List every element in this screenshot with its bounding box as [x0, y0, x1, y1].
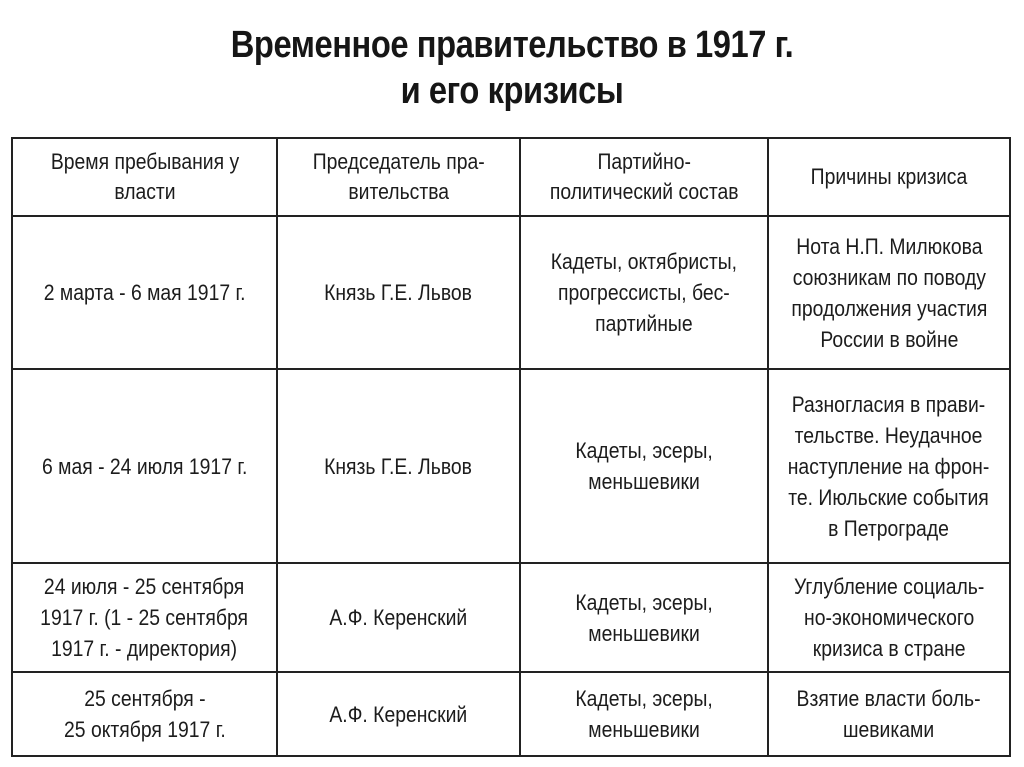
cell-line: продолжения участия	[791, 295, 987, 321]
table-row	[12, 216, 1010, 369]
cell-text	[550, 147, 739, 207]
header-row	[12, 138, 1010, 216]
cell-line: наступление на фрон-	[788, 453, 990, 479]
cell-text	[41, 571, 249, 664]
chairman-cell	[277, 216, 520, 369]
cell-line: Углубление социаль-	[793, 574, 985, 599]
table-row	[12, 672, 1010, 756]
cell-text	[50, 147, 238, 207]
cell-line: 1917 г. (1 - 25 сентября	[40, 605, 249, 630]
cell-line: 25 октября 1917 г.	[63, 717, 226, 742]
cell-line: Взятие власти боль-	[796, 686, 982, 711]
parties-cell	[520, 563, 768, 672]
cell-text	[811, 162, 968, 192]
period-cell	[12, 369, 277, 563]
cell-line: Председатель пра-	[312, 149, 485, 174]
cell-text	[794, 571, 984, 664]
chairman-cell	[277, 672, 520, 756]
cell-text	[575, 435, 712, 497]
period-cell	[12, 672, 277, 756]
cell-text	[791, 231, 987, 355]
cell-line: меньшевики	[588, 469, 700, 494]
header-cell	[12, 138, 277, 216]
cell-line: прогрессисты, бес-	[558, 280, 730, 305]
government-table	[11, 137, 1011, 757]
cell-line: меньшевики	[588, 717, 700, 742]
cell-line: шевиками	[843, 717, 935, 742]
cell-line: Князь Г.Е. Львов	[324, 280, 473, 305]
cell-text	[575, 587, 712, 649]
cell-text	[330, 602, 468, 633]
cell-line: Нота Н.П. Милюкова	[795, 233, 983, 259]
cell-line: Кадеты, эсеры,	[575, 438, 713, 463]
cell-text	[797, 683, 981, 745]
cell-line: в Петрограде	[828, 515, 950, 541]
header-cell	[277, 138, 520, 216]
cell-line: Время пребывания у	[50, 149, 239, 174]
parties-cell	[520, 216, 768, 369]
parties-cell	[520, 672, 768, 756]
cell-line: но-экономического	[803, 605, 975, 630]
cell-line: кризиса в стране	[812, 636, 966, 661]
cell-text	[330, 699, 468, 730]
cell-line: 1917 г. - директория)	[51, 636, 238, 661]
table-row	[12, 563, 1010, 672]
cell-line: партийные	[595, 311, 693, 336]
cell-line: те. Июльские события	[788, 484, 990, 510]
cell-text	[788, 389, 990, 544]
period-cell	[12, 216, 277, 369]
header-cell	[768, 138, 1010, 216]
cell-line: А.Ф. Керенский	[329, 605, 468, 630]
table-row	[12, 369, 1010, 563]
cell-line: 24 июля - 25 сентября	[44, 574, 245, 599]
cell-line: Партийно-	[597, 149, 691, 174]
title-line-1: Временное правительство в 1917 г.	[230, 24, 794, 66]
cell-text	[64, 683, 226, 745]
cell-line: вительства	[348, 179, 449, 204]
cell-line: Кадеты, эсеры,	[575, 686, 713, 711]
header-cell	[520, 138, 768, 216]
cell-line: А.Ф. Керенский	[329, 701, 468, 727]
cell-text	[551, 246, 737, 339]
cell-line: Князь Г.Е. Львов	[324, 453, 473, 479]
crisis-cell	[768, 369, 1010, 563]
cell-line: Кадеты, октябристы,	[550, 249, 738, 274]
title-line-2: и его кризисы	[400, 70, 624, 112]
cell-line: Кадеты, эсеры,	[575, 589, 713, 615]
cell-line: власти	[113, 179, 176, 204]
chairman-cell	[277, 563, 520, 672]
chairman-cell	[277, 369, 520, 563]
cell-line: Причины кризиса	[810, 164, 968, 189]
cell-text	[325, 451, 473, 482]
cell-line: 6 мая - 24 июля 1917 г.	[41, 453, 248, 479]
crisis-cell	[768, 563, 1010, 672]
cell-line: 25 сентября -	[83, 686, 206, 711]
cell-text	[575, 683, 712, 745]
cell-line: политический состав	[549, 179, 739, 204]
page-title	[72, 22, 953, 114]
cell-text	[44, 277, 246, 308]
period-cell	[12, 563, 277, 672]
cell-line: России в войне	[820, 326, 958, 352]
cell-line: 2 марта - 6 мая 1917 г.	[43, 280, 246, 305]
cell-line: меньшевики	[588, 620, 700, 646]
cell-line: тельстве. Неудачное	[795, 422, 983, 448]
crisis-cell	[768, 216, 1010, 369]
cell-text	[42, 451, 247, 482]
cell-line: союзникам по поводу	[792, 264, 986, 290]
cell-text	[325, 277, 473, 308]
parties-cell	[520, 369, 768, 563]
crisis-cell	[768, 672, 1010, 756]
cell-line: Разногласия в прави-	[792, 391, 986, 417]
cell-text	[313, 147, 485, 207]
